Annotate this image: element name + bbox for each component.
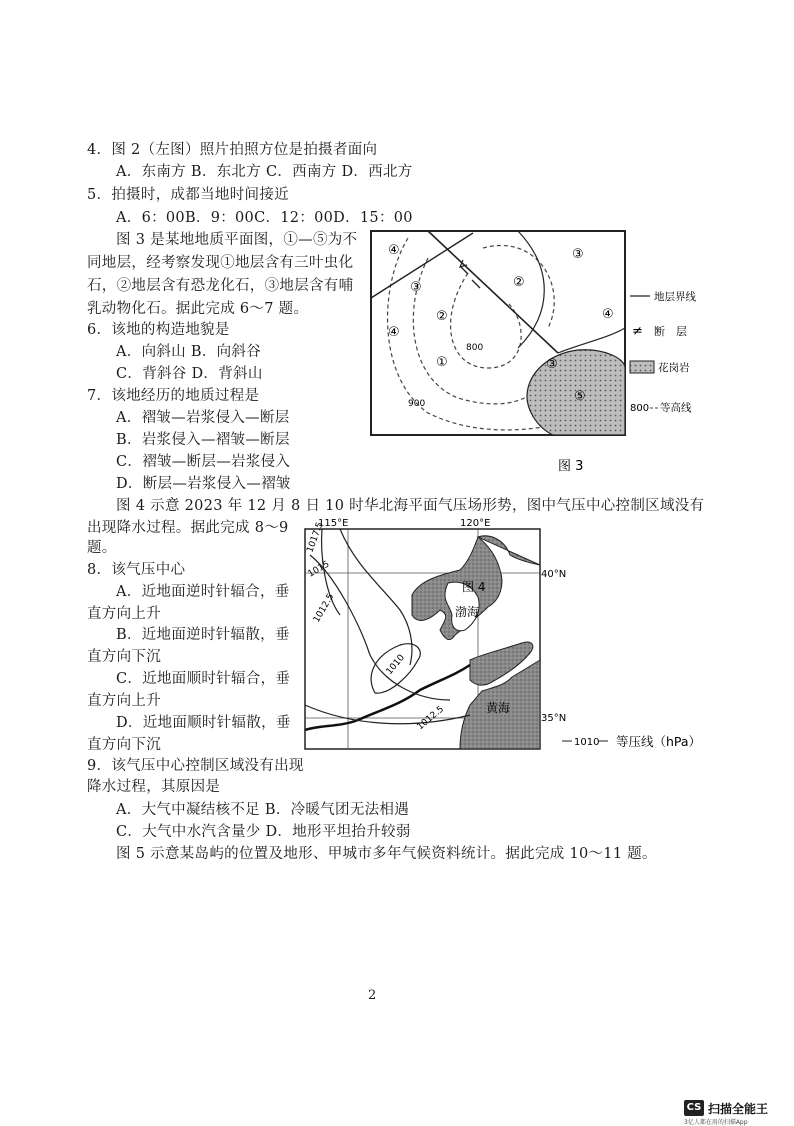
question-6-options-ab: A．向斜山 B．向斜谷 bbox=[116, 344, 262, 360]
fig3-label-4a: ④ bbox=[388, 243, 400, 258]
figure-3-intro-line-1: 图 3 是某地地质平面图，①—⑤为不 bbox=[116, 232, 358, 248]
question-9: 9．该气压中心控制区域没有出现 bbox=[87, 758, 304, 774]
fig3-label-3b: ③ bbox=[572, 247, 584, 262]
fig4-isobar-1010: 1010 bbox=[384, 652, 408, 677]
fig3-label-1: ① bbox=[436, 355, 448, 370]
question-7-option-c: C．褶皱—断层—岩浆侵入 bbox=[116, 454, 291, 470]
question-8-option-d-cont: 直方向下沉 bbox=[87, 737, 161, 753]
fig3-legend-fault: 断 层 bbox=[654, 325, 687, 338]
fig4-legend-value: 1010 bbox=[574, 737, 600, 748]
figure-5-intro: 图 5 示意某岛屿的位置及地形、甲城市多年气候资料统计。据此完成 10～11 题。 bbox=[116, 846, 657, 862]
question-7-option-d: D．断层—岩浆侵入—褶皱 bbox=[116, 476, 291, 492]
fig4-legend-text: 等压线（hPa） bbox=[616, 734, 702, 749]
fig4-lat-35: 35°N bbox=[541, 713, 567, 724]
figure-4-intro-line-1: 图 4 示意 2023 年 12 月 8 日 10 时华北海平面气压场形势，图中气压中心控制区域没有 bbox=[116, 498, 705, 514]
scanner-tagline: 3亿人都在用的扫描App bbox=[684, 1119, 748, 1126]
fig3-legend-contour: 等高线 bbox=[660, 402, 692, 414]
question-4: 4．图 2（左图）照片拍照方位是拍摄者面向 bbox=[87, 142, 378, 158]
question-7-option-a: A．褶皱—岩浆侵入—断层 bbox=[116, 410, 290, 426]
figure-3-intro-line-3: 石，②地层含有恐龙化石，③地层含有哺 bbox=[87, 278, 354, 294]
fig4-lon-120: 120°E bbox=[460, 518, 491, 529]
question-7: 7．该地经历的地质过程是 bbox=[87, 388, 260, 404]
fig4-sea-bohai: 渤海 bbox=[455, 605, 480, 619]
question-8-option-d: D．近地面顺时针辐散，垂 bbox=[116, 715, 291, 731]
fig3-legend-contour-value: 800 bbox=[630, 403, 650, 414]
figure-3-intro-line-2: 同地层，经考察发现①地层含有三叶虫化 bbox=[87, 255, 354, 271]
question-8-option-a: A．近地面逆时针辐合，垂 bbox=[116, 584, 290, 600]
question-8: 8．该气压中心 bbox=[87, 562, 186, 578]
fig3-label-2a: ② bbox=[513, 275, 525, 290]
fig3-label-3a: ③ bbox=[410, 280, 422, 295]
figure-3-intro-line-4: 乳动物化石。据此完成 6～7 题。 bbox=[87, 301, 309, 317]
fig3-contour-800: 800 bbox=[466, 343, 484, 353]
fig3-label-3c: ③ bbox=[546, 357, 558, 372]
question-8-option-a-cont: 直方向上升 bbox=[87, 606, 161, 622]
fig3-caption: 图 3 bbox=[558, 459, 584, 474]
question-9-options-ab: A．大气中凝结核不足 B．冷暖气团无法相遇 bbox=[116, 802, 410, 818]
question-9-cont: 降水过程，其原因是 bbox=[87, 779, 221, 795]
fig4-isobar-1012-5b: 1012.5 bbox=[415, 704, 447, 733]
question-8-option-c: C．近地面顺时针辐合，垂 bbox=[116, 671, 291, 687]
page-number: 2 bbox=[368, 988, 377, 1003]
fig4-lat-40: 40°N bbox=[541, 569, 567, 580]
question-6-options-cd: C．背斜谷 D．背斜山 bbox=[116, 366, 263, 382]
fig4-lon-115: 115°E bbox=[318, 518, 349, 529]
fig4-sea-yellow: 黄海 bbox=[486, 701, 511, 715]
fig4-isobar-1012-5a: 1012.5 bbox=[311, 592, 337, 625]
fig4-label: 图 4 bbox=[462, 580, 486, 594]
figure-3-geologic-map bbox=[368, 228, 708, 478]
question-4-options: A．东南方 B．东北方 C．西南方 D．西北方 bbox=[116, 164, 413, 180]
fig3-legend-boundary: 地层界线 bbox=[654, 291, 696, 303]
question-6: 6．该地的构造地貌是 bbox=[87, 322, 230, 338]
fig3-legend-granite: 花岗岩 bbox=[658, 362, 690, 374]
scanner-app-name: 扫描全能王 bbox=[708, 1102, 769, 1116]
figure-4-intro-line-3: 题。 bbox=[87, 540, 117, 556]
question-5-options: A．6：00B．9：00C．12：00D．15：00 bbox=[116, 210, 413, 226]
question-7-option-b: B．岩浆侵入—褶皱—断层 bbox=[116, 432, 290, 448]
fig4-isobar-1017-5: 1017.5 bbox=[305, 521, 326, 555]
scanner-watermark bbox=[684, 1100, 794, 1124]
fig4-isobar-1015: 1015 bbox=[306, 559, 332, 580]
figure-4-pressure-map bbox=[300, 515, 720, 760]
scanner-logo-icon: CS bbox=[684, 1100, 704, 1116]
question-8-option-c-cont: 直方向上升 bbox=[87, 693, 161, 709]
fig3-label-5: ⑤ bbox=[574, 389, 586, 404]
fig3-label-2b: ② bbox=[436, 309, 448, 324]
question-5: 5．拍摄时，成都当地时间接近 bbox=[87, 187, 289, 203]
fig3-label-4c: ④ bbox=[388, 325, 400, 340]
question-8-option-b: B．近地面逆时针辐散，垂 bbox=[116, 627, 290, 643]
question-9-options-cd: C．大气中水汽含量少 D．地形平坦抬升较弱 bbox=[116, 824, 411, 840]
fig3-label-4b: ④ bbox=[602, 307, 614, 322]
figure-4-intro-line-2: 出现降水过程。据此完成 8～9 bbox=[87, 520, 289, 536]
question-8-option-b-cont: 直方向下沉 bbox=[87, 649, 161, 665]
fig3-legend-fault-symbol: ≠ bbox=[632, 324, 643, 339]
fig3-contour-900: 900 bbox=[408, 399, 426, 409]
